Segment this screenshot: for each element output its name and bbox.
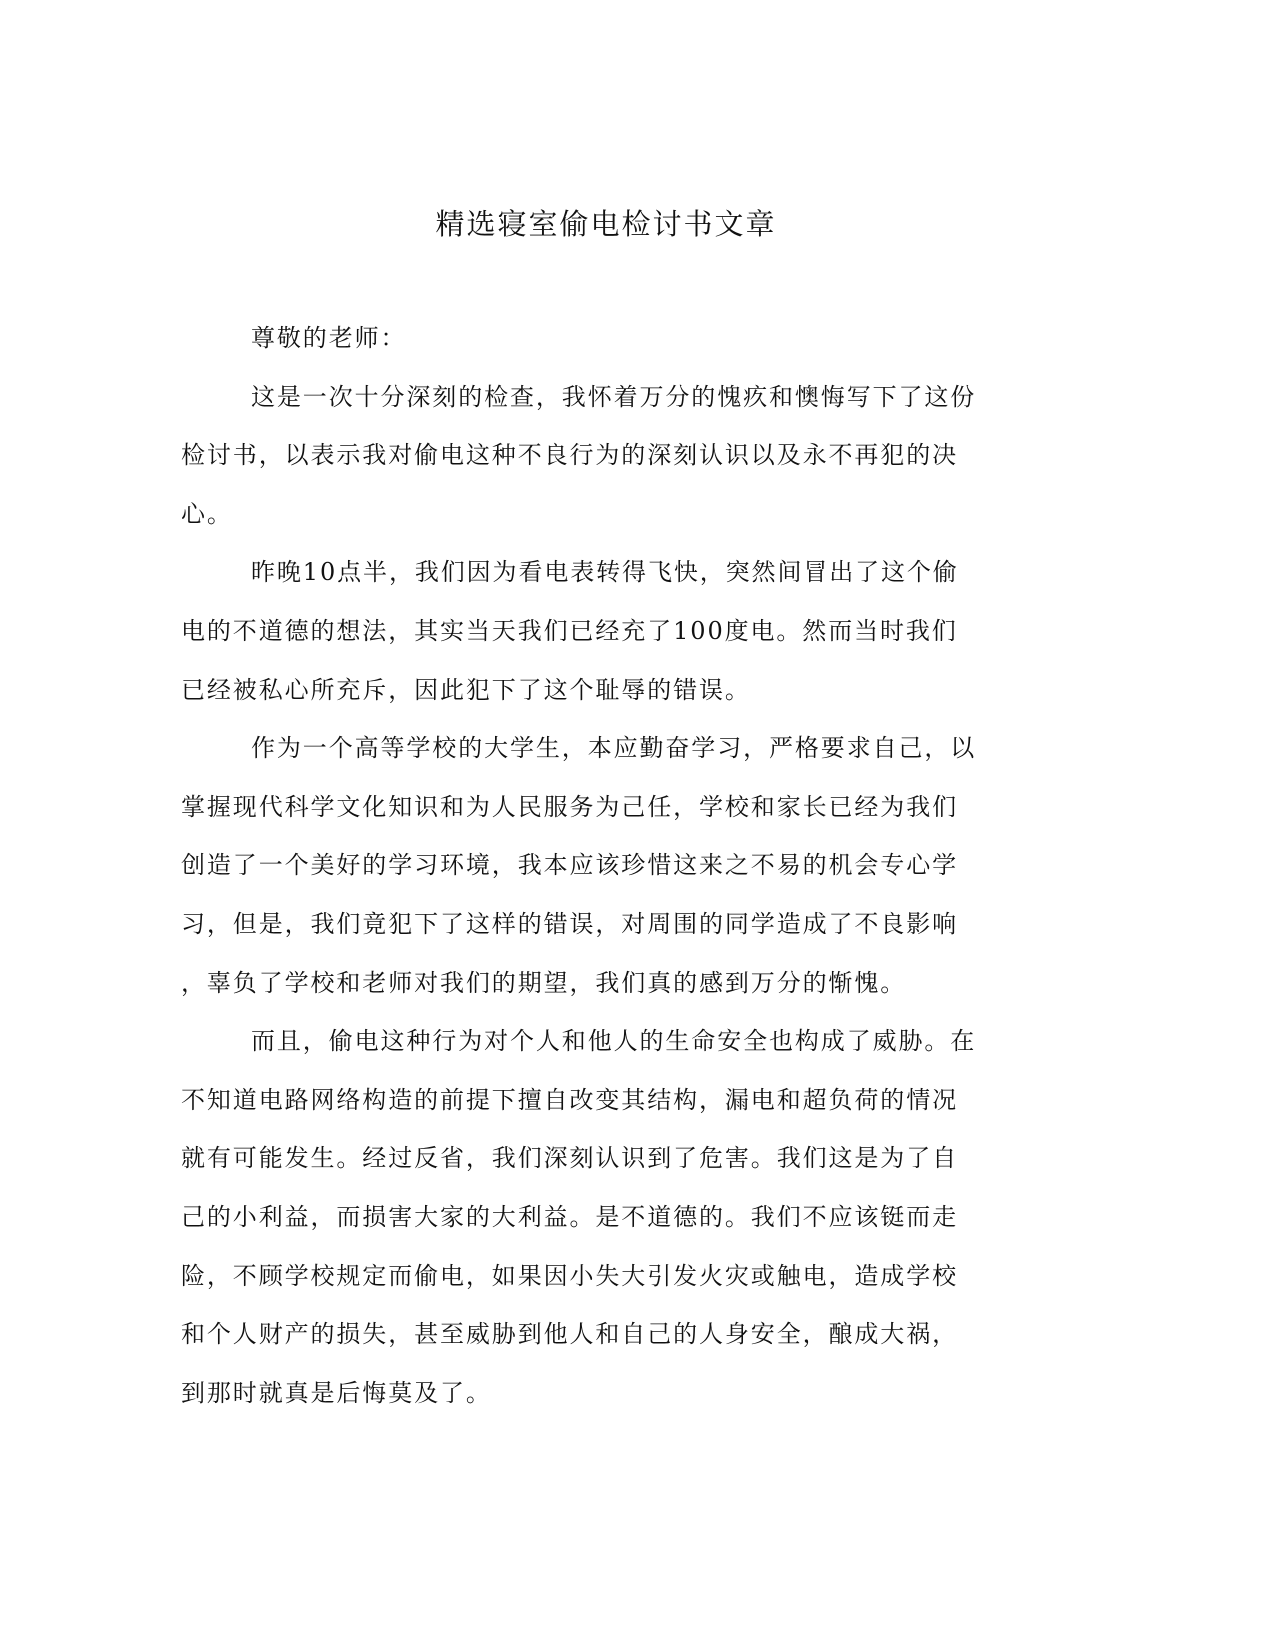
body-line: 昨晚10点半，我们因为看电表转得飞快，突然间冒出了这个偷 [251,558,959,587]
body-line: 心。 [181,499,233,528]
body-line: 到那时就真是后悔莫及了。 [181,1378,492,1407]
body-line: 这是一次十分深刻的检查，我怀着万分的愧疚和懊悔写下了这份 [251,382,977,411]
body-line: 就有可能发生。经过反省，我们深刻认识到了危害。我们这是为了自 [181,1144,958,1173]
document-title: 精选寝室偷电检讨书文章 [435,207,777,241]
body-line: 险，不顾学校规定而偷电，如果因小失大引发火灾或触电，造成学校 [181,1261,958,1290]
salutation: 尊敬的老师： [251,324,407,352]
body-line: 检讨书，以表示我对偷电这种不良行为的深刻认识以及永不再犯的决 [181,441,958,470]
body-line: 已经被私心所充斥，因此犯下了这个耻辱的错误。 [181,675,751,704]
body-line: 和个人财产的损失，甚至威胁到他人和自己的人身安全，酿成大祸， [181,1320,958,1349]
body-line: 创造了一个美好的学习环境，我本应该珍惜这来之不易的机会专心学 [181,851,958,880]
body-line: 习，但是，我们竟犯下了这样的错误，对周围的同学造成了不良影响 [181,910,958,938]
body-line: 掌握现代科学文化知识和为人民服务为己任，学校和家长已经为我们 [181,792,958,821]
body-line: 作为一个高等学校的大学生，本应勤奋学习，严格要求自己，以 [251,734,977,763]
body-line: 电的不道德的想法，其实当天我们已经充了100度电。然而当时我们 [181,617,958,645]
body-line: 不知道电路网络构造的前提下擅自改变其结构，漏电和超负荷的情况 [181,1085,958,1114]
body-line: 己的小利益，而损害大家的大利益。是不道德的。我们不应该铤而走 [181,1203,958,1231]
body-line: 而且，偷电这种行为对个人和他人的生命安全也构成了威胁。在 [251,1027,977,1056]
body-line: ，辜负了学校和老师对我们的期望，我们真的感到万分的惭愧。 [181,968,907,997]
